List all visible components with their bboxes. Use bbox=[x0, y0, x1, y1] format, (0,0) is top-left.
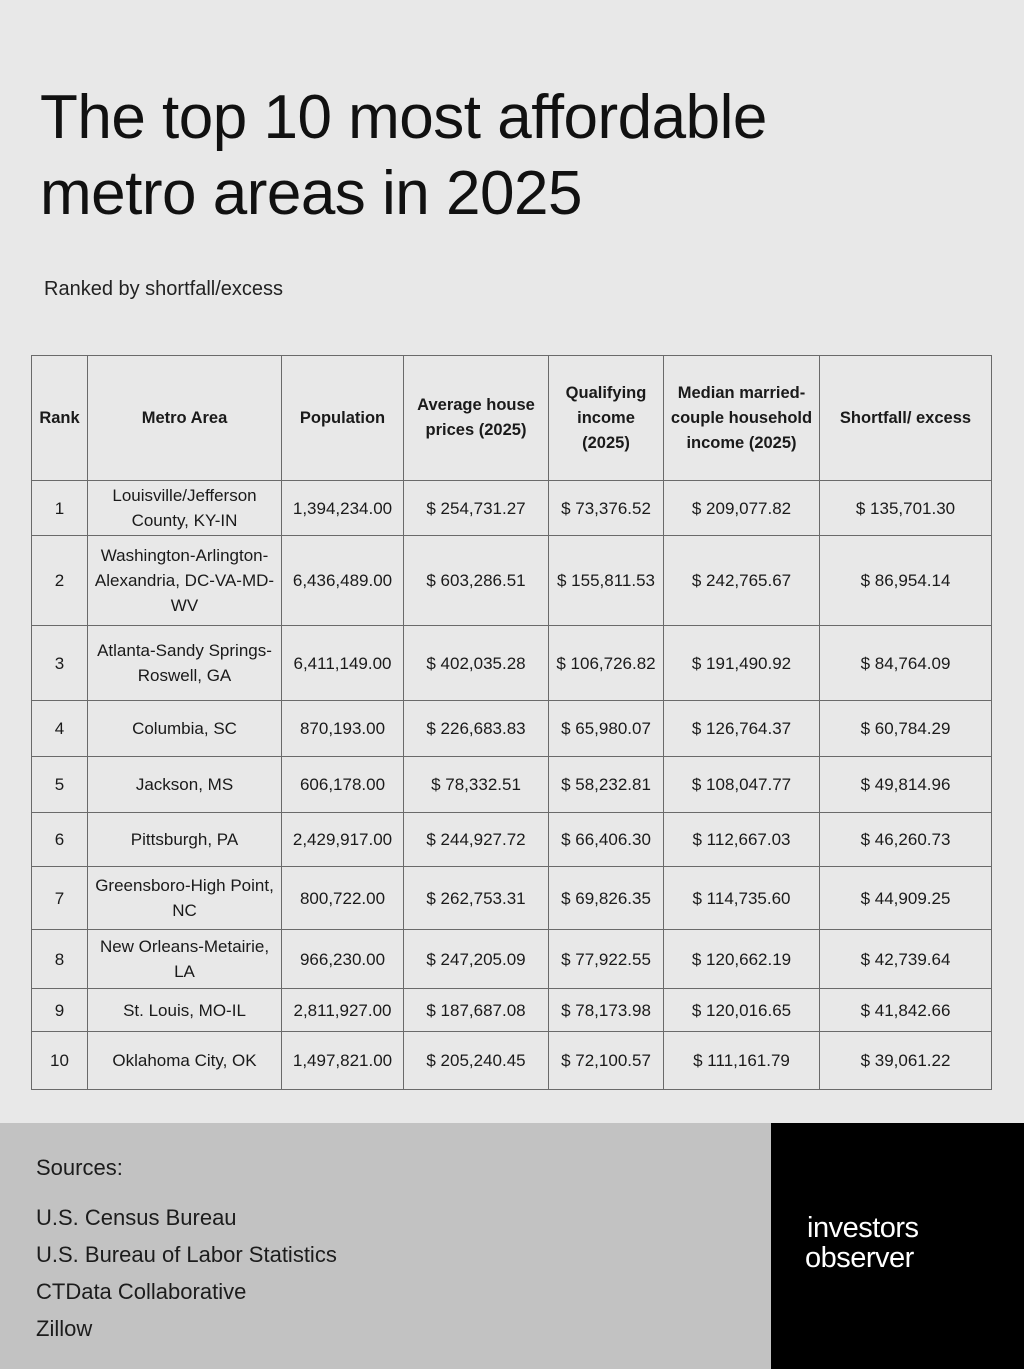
cell-median-income: $ 242,765.67 bbox=[664, 536, 820, 626]
cell-population: 870,193.00 bbox=[282, 701, 404, 757]
cell-population: 2,429,917.00 bbox=[282, 813, 404, 867]
investors-observer-logo bbox=[807, 1213, 919, 1273]
cell-shortfall-excess: $ 44,909.25 bbox=[820, 867, 992, 930]
cell-median-income: $ 120,016.65 bbox=[664, 989, 820, 1032]
title-line-1: The top 10 most affordable bbox=[40, 83, 767, 152]
table-row bbox=[32, 481, 992, 536]
cell-average-house-price: $ 262,753.31 bbox=[404, 867, 549, 930]
cell-shortfall-excess: $ 46,260.73 bbox=[820, 813, 992, 867]
cell-metro-area: Jackson, MS bbox=[88, 757, 282, 813]
table-row bbox=[32, 989, 992, 1032]
page-title bbox=[40, 80, 940, 232]
logo-line-1: investors bbox=[807, 1212, 919, 1244]
cell-metro-area: New Orleans-Metairie, LA bbox=[88, 930, 282, 989]
cell-metro-area: Columbia, SC bbox=[88, 701, 282, 757]
cell-qualifying-income: $ 72,100.57 bbox=[549, 1032, 664, 1090]
cell-shortfall-excess: $ 42,739.64 bbox=[820, 930, 992, 989]
column-header-shortfall-excess: Shortfall/ excess bbox=[820, 356, 992, 481]
cell-shortfall-excess: $ 84,764.09 bbox=[820, 626, 992, 701]
cell-qualifying-income: $ 77,922.55 bbox=[549, 930, 664, 989]
column-header-average-house-prices: Average house prices (2025) bbox=[404, 356, 549, 481]
table-row bbox=[32, 701, 992, 757]
cell-rank: 1 bbox=[32, 481, 88, 536]
column-header-qualifying-income: Qualifying income (2025) bbox=[549, 356, 664, 481]
cell-qualifying-income: $ 78,173.98 bbox=[549, 989, 664, 1032]
column-header-median-household-income: Median married-couple household income (2025) bbox=[664, 356, 820, 481]
table-row bbox=[32, 536, 992, 626]
cell-rank: 3 bbox=[32, 626, 88, 701]
cell-qualifying-income: $ 66,406.30 bbox=[549, 813, 664, 867]
cell-metro-area: St. Louis, MO-IL bbox=[88, 989, 282, 1032]
source-item: U.S. Census Bureau bbox=[36, 1205, 237, 1230]
source-item: U.S. Bureau of Labor Statistics bbox=[36, 1242, 337, 1267]
cell-rank: 8 bbox=[32, 930, 88, 989]
table-row bbox=[32, 867, 992, 930]
brand-panel bbox=[771, 1123, 1024, 1369]
cell-population: 6,436,489.00 bbox=[282, 536, 404, 626]
affordability-table bbox=[31, 355, 992, 1090]
table-row bbox=[32, 930, 992, 989]
table-row bbox=[32, 1032, 992, 1090]
cell-metro-area: Washington-Arlington-Alexandria, DC-VA-MD-WV bbox=[88, 536, 282, 626]
column-header-rank: Rank bbox=[32, 356, 88, 481]
source-item: CTData Collaborative bbox=[36, 1279, 247, 1304]
cell-rank: 5 bbox=[32, 757, 88, 813]
cell-average-house-price: $ 226,683.83 bbox=[404, 701, 549, 757]
cell-qualifying-income: $ 155,811.53 bbox=[549, 536, 664, 626]
cell-shortfall-excess: $ 49,814.96 bbox=[820, 757, 992, 813]
cell-shortfall-excess: $ 41,842.66 bbox=[820, 989, 992, 1032]
cell-metro-area: Oklahoma City, OK bbox=[88, 1032, 282, 1090]
cell-population: 606,178.00 bbox=[282, 757, 404, 813]
column-header-metro-area: Metro Area bbox=[88, 356, 282, 481]
cell-median-income: $ 126,764.37 bbox=[664, 701, 820, 757]
cell-average-house-price: $ 187,687.08 bbox=[404, 989, 549, 1032]
cell-metro-area: Greensboro-High Point, NC bbox=[88, 867, 282, 930]
cell-median-income: $ 120,662.19 bbox=[664, 930, 820, 989]
column-header-population: Population bbox=[282, 356, 404, 481]
cell-average-house-price: $ 78,332.51 bbox=[404, 757, 549, 813]
table-row bbox=[32, 757, 992, 813]
cell-rank: 9 bbox=[32, 989, 88, 1032]
cell-qualifying-income: $ 69,826.35 bbox=[549, 867, 664, 930]
source-item: Zillow bbox=[36, 1316, 93, 1341]
cell-median-income: $ 111,161.79 bbox=[664, 1032, 820, 1090]
cell-population: 800,722.00 bbox=[282, 867, 404, 930]
cell-metro-area: Louisville/Jefferson County, KY-IN bbox=[88, 481, 282, 536]
table-row bbox=[32, 813, 992, 867]
cell-qualifying-income: $ 65,980.07 bbox=[549, 701, 664, 757]
cell-metro-area: Pittsburgh, PA bbox=[88, 813, 282, 867]
source-list bbox=[36, 1199, 337, 1347]
cell-average-house-price: $ 603,286.51 bbox=[404, 536, 549, 626]
cell-average-house-price: $ 247,205.09 bbox=[404, 930, 549, 989]
cell-shortfall-excess: $ 86,954.14 bbox=[820, 536, 992, 626]
cell-median-income: $ 112,667.03 bbox=[664, 813, 820, 867]
cell-average-house-price: $ 244,927.72 bbox=[404, 813, 549, 867]
cell-average-house-price: $ 205,240.45 bbox=[404, 1032, 549, 1090]
title-line-2: metro areas in 2025 bbox=[40, 159, 582, 228]
cell-metro-area: Atlanta-Sandy Springs-Roswell, GA bbox=[88, 626, 282, 701]
cell-population: 6,411,149.00 bbox=[282, 626, 404, 701]
cell-qualifying-income: $ 58,232.81 bbox=[549, 757, 664, 813]
cell-qualifying-income: $ 73,376.52 bbox=[549, 481, 664, 536]
cell-average-house-price: $ 402,035.28 bbox=[404, 626, 549, 701]
cell-population: 1,497,821.00 bbox=[282, 1032, 404, 1090]
cell-median-income: $ 209,077.82 bbox=[664, 481, 820, 536]
cell-median-income: $ 108,047.77 bbox=[664, 757, 820, 813]
cell-median-income: $ 191,490.92 bbox=[664, 626, 820, 701]
sources-label: Sources: bbox=[36, 1155, 123, 1180]
cell-median-income: $ 114,735.60 bbox=[664, 867, 820, 930]
subtitle: Ranked by shortfall/excess bbox=[44, 278, 284, 300]
cell-shortfall-excess: $ 60,784.29 bbox=[820, 701, 992, 757]
cell-rank: 4 bbox=[32, 701, 88, 757]
cell-average-house-price: $ 254,731.27 bbox=[404, 481, 549, 536]
sources-panel bbox=[0, 1123, 771, 1369]
cell-rank: 6 bbox=[32, 813, 88, 867]
cell-population: 1,394,234.00 bbox=[282, 481, 404, 536]
cell-rank: 7 bbox=[32, 867, 88, 930]
cell-shortfall-excess: $ 39,061.22 bbox=[820, 1032, 992, 1090]
cell-qualifying-income: $ 106,726.82 bbox=[549, 626, 664, 701]
cell-rank: 2 bbox=[32, 536, 88, 626]
cell-shortfall-excess: $ 135,701.30 bbox=[820, 481, 992, 536]
cell-population: 2,811,927.00 bbox=[282, 989, 404, 1032]
cell-rank: 10 bbox=[32, 1032, 88, 1090]
table-row bbox=[32, 626, 992, 701]
cell-population: 966,230.00 bbox=[282, 930, 404, 989]
table-header-row bbox=[32, 356, 992, 481]
logo-line-2: observer bbox=[805, 1242, 914, 1274]
